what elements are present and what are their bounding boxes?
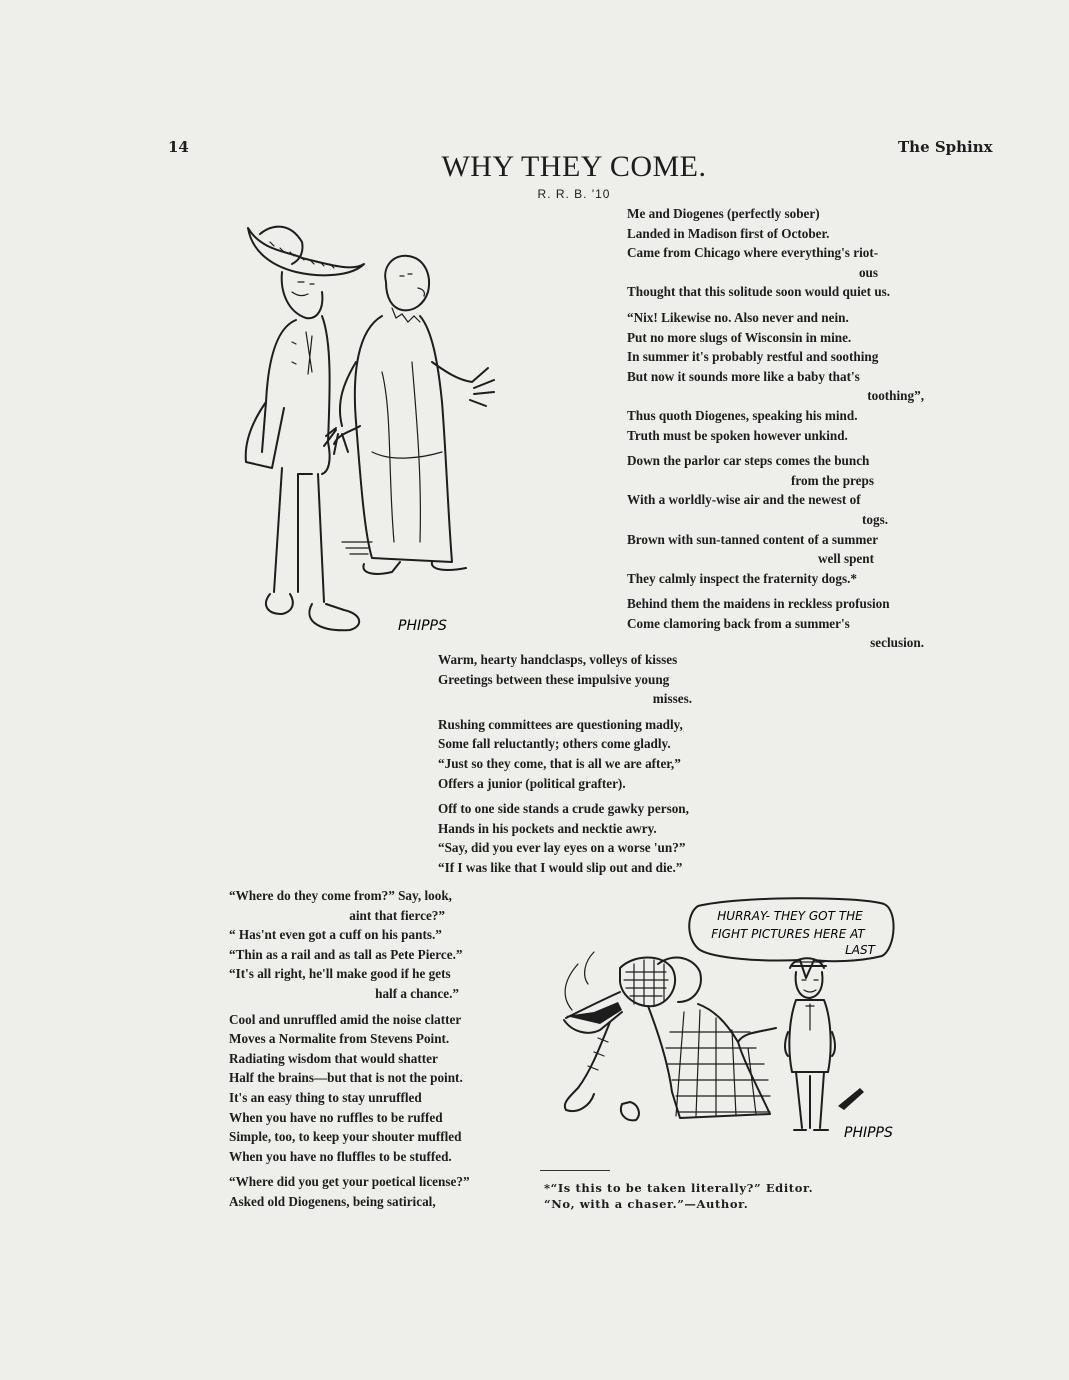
poem-column-1 bbox=[627, 204, 924, 653]
verse-line: Put no more slugs of Wisconsin in mine. bbox=[627, 329, 852, 345]
verse-line: “It's all right, he'll make good if he gets bbox=[229, 966, 451, 982]
poem-byline: R. R. B. '10 bbox=[537, 187, 611, 201]
verse-line: misses. bbox=[652, 691, 692, 707]
stanza bbox=[627, 594, 924, 653]
stanza bbox=[438, 650, 730, 709]
verse-line: seclusion. bbox=[870, 635, 924, 651]
verse-line: “Nix! Likewise no. Also never and nein. bbox=[627, 309, 849, 325]
verse-line: Behind them the maidens in reckless profusion bbox=[627, 596, 890, 612]
verse-line: “If I was like that I would slip out and die.” bbox=[438, 859, 683, 875]
verse-line: When you have no ruffles to be ruffed bbox=[229, 1109, 443, 1125]
verse-line: Radiating wisdom that would shatter bbox=[229, 1050, 438, 1066]
verse-line: It's an easy thing to stay unruffled bbox=[229, 1089, 422, 1105]
verse-line: Hands in his pockets and necktie awry. bbox=[438, 820, 657, 836]
verse-line: Thought that this solitude soon would quiet us. bbox=[627, 284, 891, 300]
verse-line: Moves a Normalite from Stevens Point. bbox=[229, 1031, 450, 1047]
stanza bbox=[229, 1172, 521, 1211]
verse-line: “Thin as a rail and as tall as Pete Pierce.” bbox=[229, 946, 463, 962]
footnote-line: “No, with a chaser.”—Author. bbox=[544, 1197, 749, 1211]
verse-line: They calmly inspect the fraternity dogs.* bbox=[627, 570, 858, 586]
stanza bbox=[627, 451, 924, 588]
verse-line: Me and Diogenes (perfectly sober) bbox=[627, 206, 820, 221]
verse-line: ous bbox=[858, 264, 878, 280]
top-illustration-signature: PHIPPS bbox=[398, 618, 447, 634]
verse-line: “Just so they come, that is all we are after,” bbox=[438, 755, 681, 771]
verse-line: Came from Chicago where everything's riot- bbox=[627, 245, 879, 261]
verse-line: But now it sounds more like a baby that's bbox=[627, 368, 860, 384]
bottom-illustration-signature: PHIPPS bbox=[844, 1125, 893, 1141]
verse-line: Asked old Diogenens, being satirical, bbox=[229, 1193, 436, 1209]
stanza bbox=[229, 1010, 521, 1167]
verse-line: Thus quoth Diogenes, speaking his mind. bbox=[627, 407, 858, 423]
stanza bbox=[229, 886, 521, 1004]
speech-bubble-line: LAST bbox=[845, 943, 875, 957]
verse-line: well spent bbox=[817, 551, 874, 567]
footnote-rule bbox=[540, 1170, 610, 1171]
running-title: The Sphinx bbox=[898, 138, 993, 156]
verse-line: Come clamoring back from a summer's bbox=[627, 615, 850, 631]
verse-line: half a chance.” bbox=[375, 985, 459, 1001]
poem-column-3 bbox=[229, 886, 521, 1212]
illustration-reunion-with-onlooker bbox=[538, 892, 908, 1152]
verse-line: When you have no fluffles to be stuffed. bbox=[229, 1148, 452, 1164]
footnote bbox=[544, 1180, 813, 1212]
illustration-cowboy-and-diogenes bbox=[232, 212, 522, 652]
verse-line: “Where did you get your poetical license?” bbox=[229, 1174, 470, 1190]
stanza bbox=[438, 715, 730, 793]
verse-line: toothing”, bbox=[867, 388, 924, 404]
speech-bubble-line: HURRAY- THEY GOT THE bbox=[717, 909, 863, 923]
poem-title: WHY THEY COME. bbox=[441, 150, 707, 183]
speech-bubble-line: FIGHT PICTURES HERE AT bbox=[711, 927, 865, 941]
verse-line: from the preps bbox=[790, 472, 874, 488]
verse-line: togs. bbox=[861, 511, 888, 527]
verse-line: “Where do they come from?” Say, look, bbox=[229, 888, 452, 903]
verse-line: With a worldly-wise air and the newest of bbox=[627, 492, 861, 508]
verse-line: Greetings between these impulsive young bbox=[438, 671, 670, 687]
verse-line: “Say, did you ever lay eyes on a worse 'un?” bbox=[438, 840, 686, 856]
verse-line: Down the parlor car steps comes the bunch bbox=[627, 453, 870, 469]
verse-line: In summer it's probably restful and soothing bbox=[627, 349, 879, 365]
verse-line: Landed in Madison first of October. bbox=[627, 225, 830, 241]
footnote-line: *“Is this to be taken literally?” Editor. bbox=[544, 1181, 814, 1195]
verse-line: Simple, too, to keep your shouter muffled bbox=[229, 1129, 462, 1145]
poem-column-2 bbox=[438, 650, 730, 878]
stanza bbox=[627, 308, 924, 445]
stanza bbox=[438, 799, 730, 877]
verse-line: aint that fierce?” bbox=[349, 907, 445, 923]
verse-line: Half the brains—but that is not the point. bbox=[229, 1070, 463, 1086]
page-number: 14 bbox=[168, 138, 189, 156]
verse-line: “ Has'nt even got a cuff on his pants.” bbox=[229, 927, 442, 943]
verse-line: Cool and unruffled amid the noise clatter bbox=[229, 1011, 462, 1027]
verse-line: Off to one side stands a crude gawky person, bbox=[438, 801, 689, 817]
verse-line: Offers a junior (political grafter). bbox=[438, 775, 626, 791]
verse-line: Some fall reluctantly; others come gladly. bbox=[438, 736, 671, 752]
verse-line: Truth must be spoken however unkind. bbox=[627, 427, 848, 443]
verse-line: Brown with sun-tanned content of a summer bbox=[627, 531, 879, 547]
verse-line: Warm, hearty handclasps, volleys of kisses bbox=[438, 652, 678, 667]
verse-line: Rushing committees are questioning madly, bbox=[438, 716, 683, 732]
stanza bbox=[627, 204, 924, 302]
